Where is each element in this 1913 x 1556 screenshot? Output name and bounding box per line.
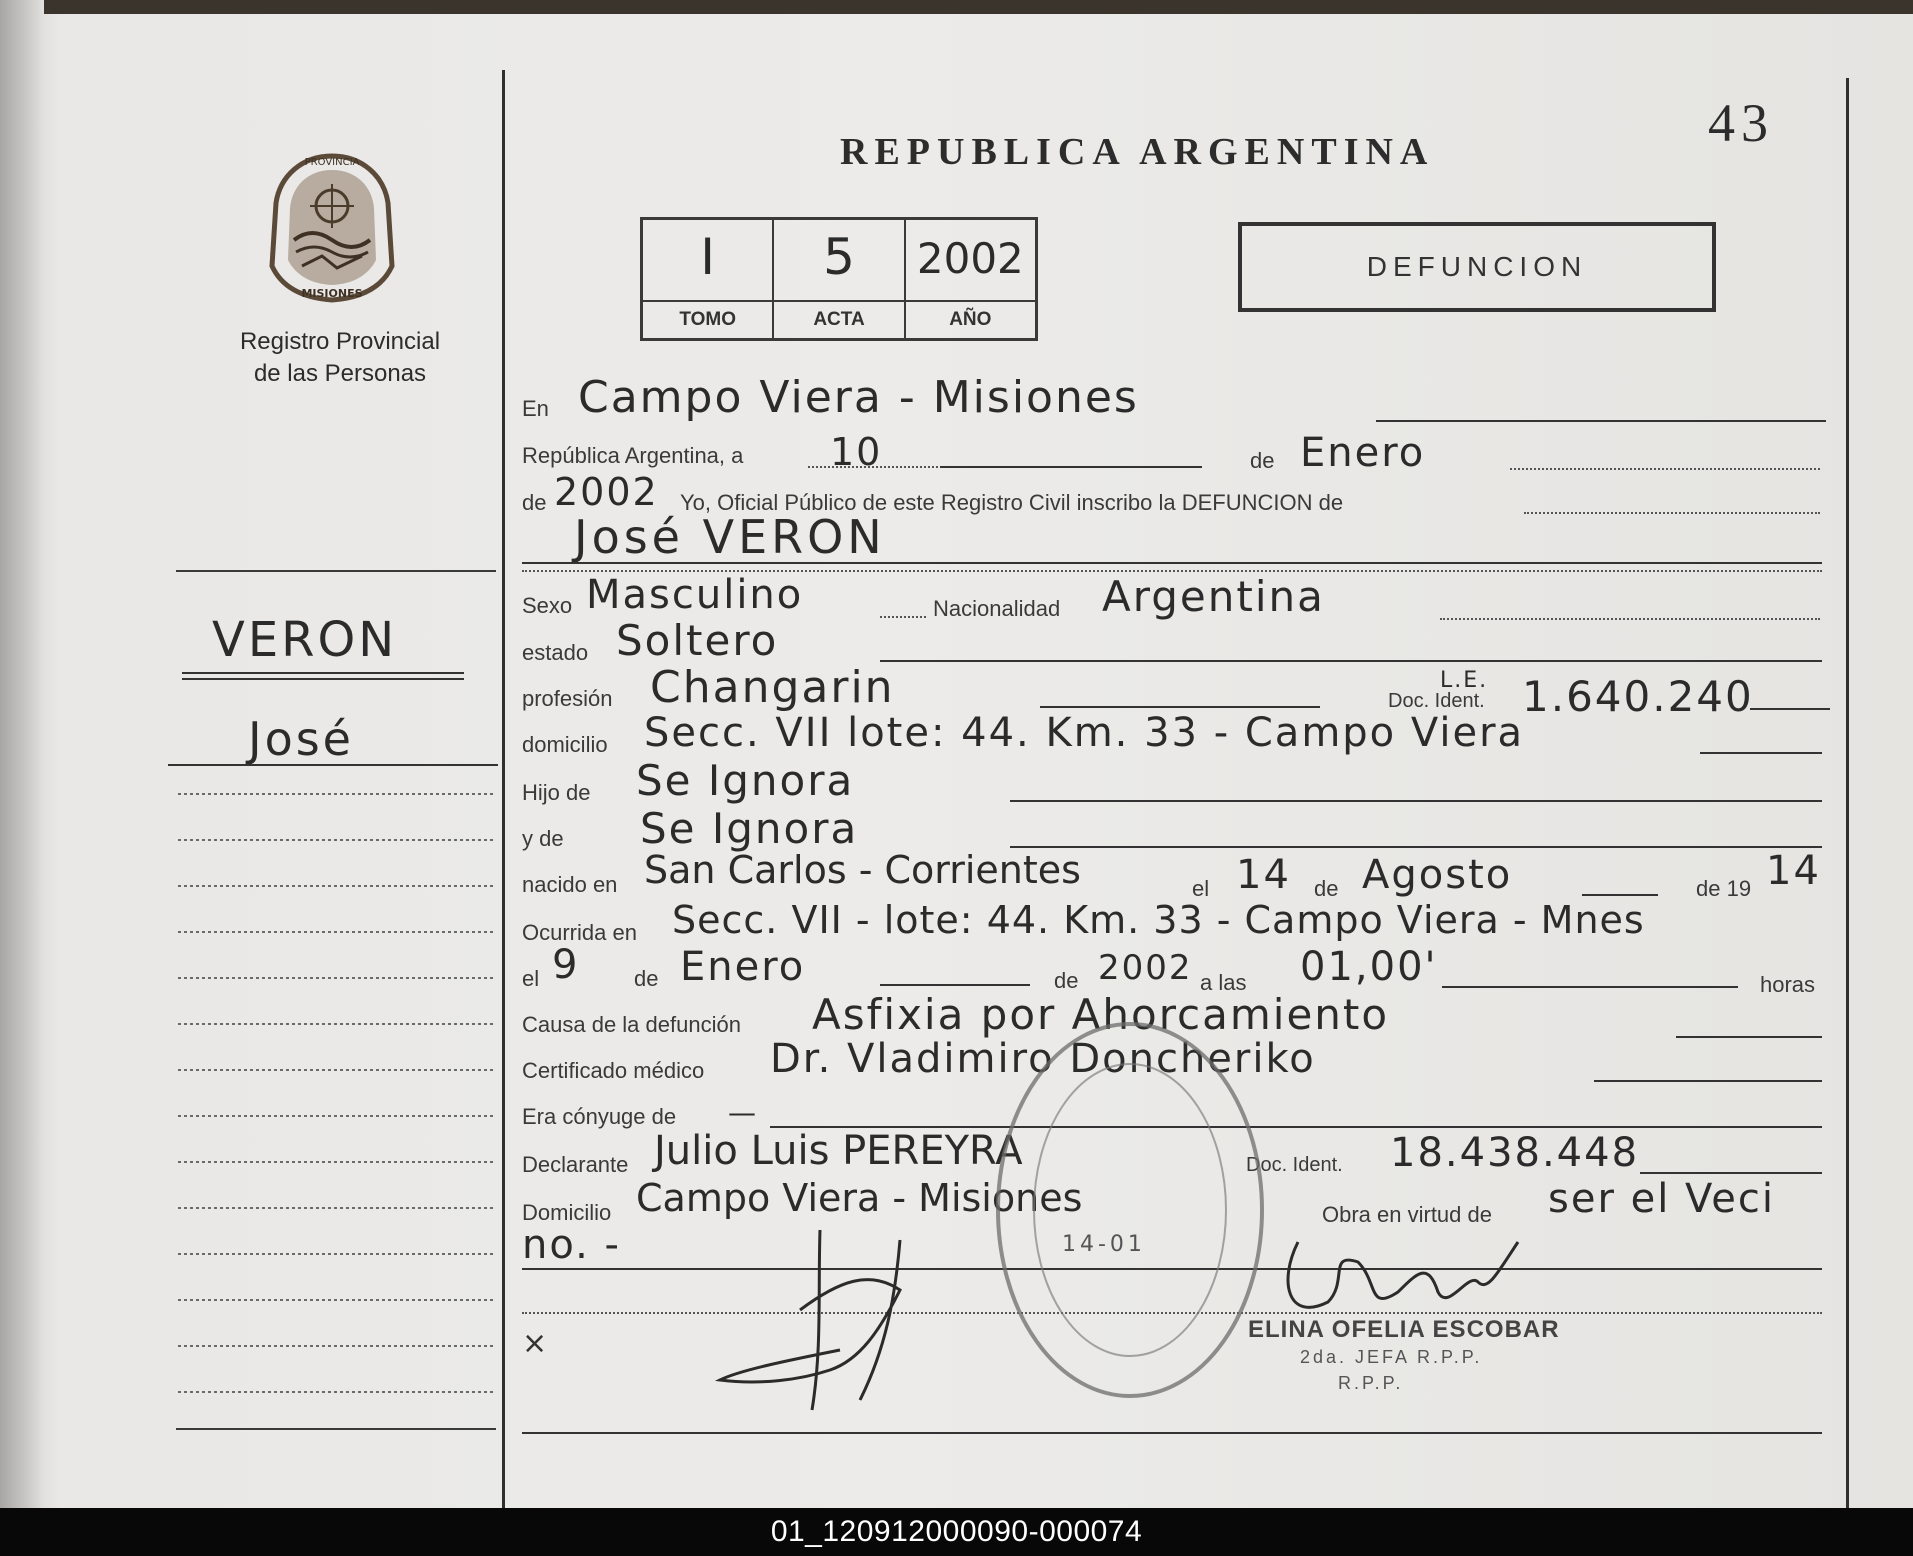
svg-text:MISIONES: MISIONES bbox=[301, 287, 363, 300]
doc-value: 1.640.240 bbox=[1522, 672, 1754, 721]
estado-value: Soltero bbox=[616, 616, 779, 665]
yo-dots bbox=[1524, 512, 1820, 514]
nacionalidad-value: Argentina bbox=[1102, 572, 1325, 621]
certificado-value: Dr. Vladimiro Doncheriko bbox=[770, 1036, 1316, 1082]
ocurrida-value: Secc. VII - lote: 44. Km. 33 - Campo Viera - Mnes bbox=[672, 898, 1645, 942]
en-value: Campo Viera - Misiones bbox=[578, 372, 1139, 423]
stamp-date: 14-01 bbox=[1062, 1232, 1146, 1257]
obra-label: Obra en virtud de bbox=[1322, 1202, 1492, 1227]
nacido-label: nacido en bbox=[522, 872, 618, 897]
el2-label: el bbox=[522, 966, 540, 991]
en-line bbox=[1376, 420, 1826, 422]
doc-label: Doc. Ident. bbox=[1388, 690, 1485, 712]
provincial-seal-icon bbox=[262, 148, 402, 303]
sexo-value: Masculino bbox=[586, 572, 804, 618]
death-year: 2002 bbox=[1098, 948, 1193, 988]
birth-month-line bbox=[1582, 894, 1658, 896]
stub-bottom-rule bbox=[176, 1428, 496, 1430]
month-dots bbox=[1510, 468, 1820, 470]
nacionalidad-label: Nacionalidad bbox=[933, 596, 1061, 621]
stub-top-rule bbox=[176, 570, 496, 572]
tomo-label: TOMO bbox=[643, 300, 772, 338]
estado-label: estado bbox=[522, 640, 589, 665]
official-role-2: R.P.P. bbox=[1338, 1373, 1404, 1393]
estado-line bbox=[880, 660, 1822, 662]
acta-value: 5 bbox=[823, 228, 855, 286]
anio-label: AÑO bbox=[906, 300, 1035, 338]
acta-label: ACTA bbox=[774, 300, 903, 338]
day-line bbox=[940, 466, 1202, 468]
tomo-value: I bbox=[700, 228, 716, 286]
left-frame-line bbox=[502, 70, 505, 1508]
stub-dotted-lines bbox=[176, 790, 496, 1440]
domicilio2-value: Campo Viera - Misiones bbox=[636, 1176, 1083, 1220]
birth-day: 14 bbox=[1236, 852, 1291, 898]
record-type-box: DEFUNCION bbox=[1238, 222, 1716, 312]
book-top-edge bbox=[0, 0, 1913, 14]
image-caption: 01_120912000090-000074 bbox=[0, 1508, 1913, 1556]
hijo-value: Se Ignora bbox=[636, 756, 855, 805]
official-name: ELINA OFELIA ESCOBAR bbox=[1248, 1316, 1560, 1343]
book-binding bbox=[0, 0, 44, 1508]
page-title: REPUBLICA ARGENTINA bbox=[840, 131, 1435, 173]
yo-label: Yo, Oficial Público de este Registro Civil inscribo la DEFUNCION de bbox=[680, 490, 1344, 515]
causa-value: Asfixia por Ahorcamiento bbox=[812, 990, 1390, 1039]
hijo-label: Hijo de bbox=[522, 780, 591, 805]
svg-text:PROVINCIA: PROVINCIA bbox=[304, 157, 360, 168]
de2-label: de bbox=[522, 490, 547, 515]
year-value: 2002 bbox=[554, 470, 659, 514]
doc2-line bbox=[1640, 1172, 1822, 1174]
domicilio-line bbox=[1700, 752, 1822, 754]
birth-year: 14 bbox=[1766, 848, 1821, 894]
stub-underline-3 bbox=[168, 764, 498, 766]
certificado-label: Certificado médico bbox=[522, 1058, 705, 1083]
conyuge-label: Era cónyuge de bbox=[522, 1104, 677, 1129]
certificado-line bbox=[1594, 1080, 1822, 1082]
day-value: 10 bbox=[830, 430, 883, 474]
sexo-label: Sexo bbox=[522, 593, 573, 618]
day-dots bbox=[808, 466, 938, 468]
name-line-1 bbox=[522, 562, 1822, 564]
registry-line-2: de las Personas bbox=[253, 360, 427, 387]
official-role: 2da. JEFA R.P.P. bbox=[1300, 1347, 1483, 1367]
stub-underline-2 bbox=[182, 678, 464, 680]
en-label: En bbox=[522, 396, 549, 421]
death-month: Enero bbox=[680, 944, 806, 990]
anio-value: 2002 bbox=[916, 234, 1024, 283]
republica-label: República Argentina, a bbox=[522, 443, 744, 468]
yde-label: y de bbox=[522, 826, 564, 851]
death-de-label: de bbox=[634, 966, 659, 991]
domicilio-label: domicilio bbox=[522, 732, 608, 757]
obra-value-cont: no. - bbox=[522, 1222, 621, 1268]
birth-month: Agosto bbox=[1362, 852, 1513, 898]
causa-line bbox=[1676, 1036, 1822, 1038]
doc2-label: Doc. Ident. bbox=[1246, 1154, 1343, 1176]
profesion-label: profesión bbox=[522, 686, 613, 711]
ocurrida-label: Ocurrida en bbox=[522, 920, 637, 945]
conyuge-value: — bbox=[728, 1096, 758, 1129]
horas-label: horas bbox=[1760, 972, 1816, 997]
death-de2-label: de bbox=[1054, 968, 1079, 993]
right-frame-line bbox=[1846, 78, 1849, 1508]
death-day: 9 bbox=[552, 942, 580, 988]
birth-de-label: de bbox=[1314, 876, 1339, 901]
alas-label: a las bbox=[1200, 970, 1247, 995]
nacido-value: San Carlos - Corrientes bbox=[644, 848, 1081, 892]
profesion-value: Changarin bbox=[650, 662, 895, 713]
yde-line bbox=[1010, 846, 1822, 848]
doc-type: L.E. bbox=[1440, 668, 1489, 693]
death-time: 01,00' bbox=[1300, 944, 1438, 990]
declarante-value: Julio Luis PEREYRA bbox=[654, 1128, 1023, 1174]
registry-name bbox=[200, 326, 480, 390]
record-table bbox=[640, 217, 1038, 341]
death-month-line bbox=[880, 984, 1030, 986]
nacionalidad-dots bbox=[1440, 618, 1820, 620]
de-label: de bbox=[1250, 448, 1275, 473]
stub-underline-1 bbox=[182, 672, 464, 674]
official-stamp bbox=[985, 1010, 1275, 1410]
registry-line-1: Registro Provincial bbox=[239, 328, 441, 355]
signature-x-mark: × bbox=[522, 1326, 548, 1361]
doc2-value: 18.438.448 bbox=[1390, 1130, 1640, 1176]
causa-label: Causa de la defunción bbox=[522, 1012, 741, 1037]
stub-given-name: José bbox=[248, 712, 354, 766]
month-value: Enero bbox=[1300, 430, 1426, 476]
declarant-signature bbox=[700, 1210, 980, 1430]
birth-de19-label: de 19 bbox=[1696, 876, 1752, 901]
profesion-line bbox=[1040, 706, 1320, 708]
acta-cell bbox=[774, 220, 905, 338]
domicilio2-label: Domicilio bbox=[522, 1200, 612, 1225]
official-block bbox=[1248, 1316, 1608, 1396]
sexo-dots bbox=[880, 616, 926, 618]
bottom-rule bbox=[522, 1432, 1822, 1434]
doc-line bbox=[1750, 708, 1830, 710]
anio-cell bbox=[906, 220, 1035, 338]
declarante-label: Declarante bbox=[522, 1152, 629, 1177]
time-line bbox=[1442, 986, 1738, 988]
deceased-name: José VERON bbox=[574, 510, 886, 564]
el-label: el bbox=[1192, 876, 1210, 901]
page-number: 43 bbox=[1708, 93, 1774, 153]
domicilio-value: Secc. VII lote: 44. Km. 33 - Campo Viera bbox=[644, 710, 1525, 756]
obra-value: ser el Veci bbox=[1548, 1176, 1776, 1222]
hijo-line bbox=[1010, 800, 1822, 802]
yde-value: Se Ignora bbox=[640, 804, 859, 853]
tomo-cell bbox=[643, 220, 774, 338]
stub-surname: VERON bbox=[212, 612, 398, 668]
